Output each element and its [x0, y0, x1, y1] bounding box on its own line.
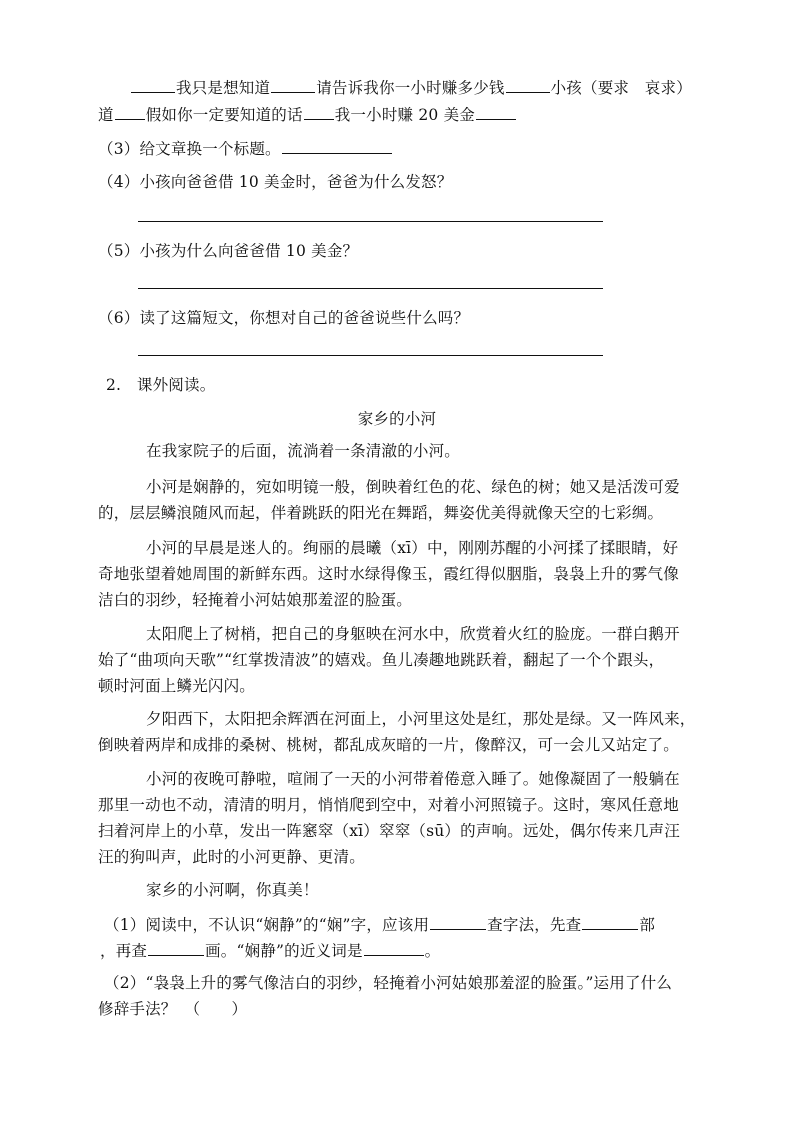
question-6: （6）读了这篇短文，你想对自己的爸爸说些什么吗？ [98, 309, 470, 327]
answer-blank[interactable] [430, 914, 486, 930]
paragraph-line: 始了“曲项向天歌”“红掌拨清波”的嬉戏。鱼儿凑趣地跳跃着，翻起了一个个跟头， [98, 651, 665, 669]
section-heading: 2. 课外阅读。 [106, 376, 216, 394]
paragraph-line: 夕阳西下，太阳把余辉洒在河面上，小河里这处是红，那处是绿。又一阵风来， [146, 710, 696, 728]
q1-fill-line-1: 我只是想知道 请告诉我你一小时赚多少钱 小孩（要求 哀求） [130, 77, 692, 98]
paragraph-line: 扫着河岸上的小草，发出一阵窸窣（xī）窣窣（sū）的声响。远处，偶尔传来几声汪 [98, 822, 680, 840]
answer-line[interactable] [138, 288, 603, 289]
paragraph-line: 那里一动也不动，清清的明月，悄悄爬到空中，对着小河照镜子。这时，寒风任意地 [98, 796, 679, 814]
answer-blank[interactable] [282, 138, 392, 154]
answer-blank[interactable] [476, 104, 516, 120]
s2-question-1: （1）阅读中，不认识“娴静”的“娴”字，应该用 查字法，先查 部 [104, 916, 656, 934]
paragraph-line: 小河的夜晚可静啦，喧闹了一天的小河带着倦意入睡了。她像凝固了一般躺在 [146, 770, 680, 788]
article-title: 家乡的小河 [357, 410, 437, 428]
paragraph-line: 太阳爬上了树梢，把自己的身躯映在河水中，欣赏着火红的脸庞。一群白鹅开 [146, 625, 680, 643]
q1-fill-line-2: 道 假如你一定要知道的话 我一小时赚 20 美金 [98, 104, 517, 125]
paragraph-line: 小河是娴静的，宛如明镜一般，倒映着红色的花、绿色的树；她又是活泼可爱 [146, 478, 680, 496]
paragraph-line: 的，层层鳞浪随风而起，伴着跳跃的阳光在舞蹈，舞姿优美得就像天空的七彩绸。 [98, 504, 664, 522]
paragraph-line: 顿时河面上鳞光闪闪。 [98, 677, 256, 695]
paragraph-line: 汪的狗叫声，此时的小河更静、更清。 [98, 848, 365, 866]
answer-line[interactable] [138, 355, 603, 356]
paragraph-line: 在我家院子的后面，流淌着一条清澈的小河。 [146, 442, 461, 460]
paragraph-line: 奇地张望着她周围的新鲜东西。这时水绿得像玉，霞红得似胭脂，袅袅上升的雾气像 [98, 565, 679, 583]
answer-blank[interactable] [582, 914, 638, 930]
s2-question-1-cont: ，再查 画。“娴静”的近义词是 。 [100, 942, 441, 960]
answer-blank[interactable] [304, 104, 334, 120]
question-3: （3）给文章换一个标题。 [98, 138, 393, 159]
answer-line[interactable] [138, 221, 603, 222]
s2-question-2-cont: 修辞手法？ （ ） [98, 1000, 248, 1018]
answer-blank[interactable] [148, 940, 204, 956]
question-4: （4）小孩向爸爸借 10 美金时，爸爸为什么发怒？ [98, 173, 453, 191]
question-5: （5）小孩为什么向爸爸借 10 美金？ [98, 242, 359, 260]
answer-blank[interactable] [115, 104, 145, 120]
answer-blank[interactable] [506, 77, 550, 93]
paragraph-line: 倒映着两岸和成排的桑树、桃树，都乱成灰暗的一片，像醉汉，可一会儿又站定了。 [98, 736, 679, 754]
answer-blank[interactable] [131, 77, 175, 93]
paragraph-line: 洁白的羽纱，轻掩着小河姑娘那羞涩的脸蛋。 [98, 591, 413, 609]
answer-blank[interactable] [364, 940, 424, 956]
paragraph-line: 小河的早晨是迷人的。绚丽的晨曦（xī）中，刚刚苏醒的小河揉了揉眼睛，好 [146, 539, 679, 557]
answer-blank[interactable] [271, 77, 315, 93]
s2-question-2: （2）“袅袅上升的雾气像洁白的羽纱，轻掩着小河姑娘那羞涩的脸蛋。”运用了什么 [104, 974, 673, 992]
paragraph-line: 家乡的小河啊，你真美！ [146, 881, 319, 899]
